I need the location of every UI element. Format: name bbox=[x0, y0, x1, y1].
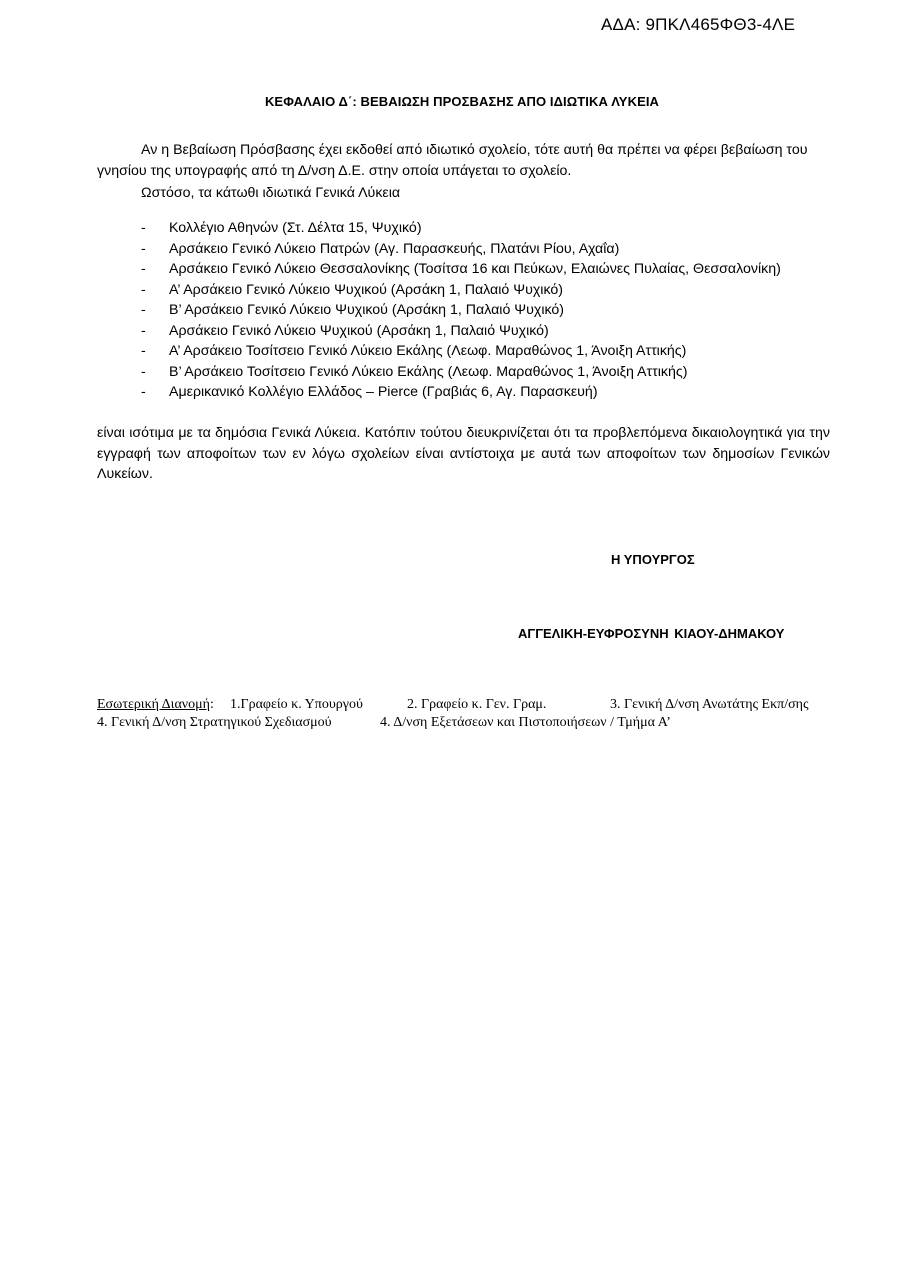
list-item bbox=[97, 300, 830, 321]
distribution-item: 1.Γραφείο κ. Υπουργού bbox=[230, 697, 363, 712]
school-name: Β’ Αρσάκειο Γενικό Λύκειο Ψυχικού (Αρσάκη 1, Παλαιό Ψυχικό) bbox=[169, 302, 565, 318]
internal-distribution bbox=[97, 696, 830, 732]
list-item bbox=[97, 218, 830, 239]
school-name: Β’ Αρσάκειο Τοσίτσειο Γενικό Λύκειο Εκάλης (Λεωφ. Μαραθώνος 1, Άνοιξη Αττικής) bbox=[169, 363, 688, 380]
school-name: Αρσάκειο Γενικό Λύκειο Πατρών (Αγ. Παρασκευής, Πλατάνι Ρίου, Αχαΐα) bbox=[169, 240, 620, 257]
paragraph-signature-requirement: Αν η Βεβαίωση Πρόσβασης έχει εκδοθεί από ιδιωτικό σχολείο, τότε αυτή θα πρέπει να φέρει βεβαίωση του γνησίου της υπογραφής από τη Δ/νση Δ.Ε. στην οποία υπάγεται το σχολείο. bbox=[97, 142, 808, 179]
distribution-item: 3. Γενική Δ/νση Ανωτάτης Εκπ/σης bbox=[610, 697, 809, 712]
paragraph-equivalence: είναι ισότιμα με τα δημόσια Γενικά Λύκεια. Κατόπιν τούτου διευκρινίζεται ότι τα προβλεπόμενα δικαιολογητικά για την εγγραφή των αποφοίτων των εν λόγω σχολείων είναι αντίστοιχα με αυτά των αποφοίτων των δημοσίων Γενικών Λυκείων. bbox=[97, 425, 830, 482]
list-dash: - bbox=[141, 220, 146, 236]
school-name: Αρσάκειο Γενικό Λύκειο Ψυχικού (Αρσάκη 1, Παλαιό Ψυχικό) bbox=[169, 322, 549, 339]
list-item bbox=[97, 239, 830, 260]
list-item bbox=[97, 382, 830, 403]
paragraph-list-intro: Ωστόσο, τα κάτωθι ιδιωτικά Γενικά Λύκεια bbox=[141, 185, 401, 201]
school-name: Αμερικανικό Κολλέγιο Ελλάδος – Pierce (Γραβιάς 6, Αγ. Παρασκευή) bbox=[169, 384, 598, 400]
distribution-label: Εσωτερική Διανομή bbox=[97, 697, 210, 712]
list-item bbox=[97, 321, 830, 342]
minister-name: ΑΓΓΕΛΙΚΗ-ΕΥΦΡΟΣΥΝΗ ΚΙΑΟΥ-ΔΗΜΑΚΟΥ bbox=[518, 626, 785, 641]
private-schools-list bbox=[97, 218, 830, 403]
list-item bbox=[97, 341, 830, 362]
list-dash: - bbox=[141, 302, 146, 318]
distribution-item: 4. Δ/νση Εξετάσεων και Πιστοποιήσεων / Τμήμα Α’ bbox=[380, 715, 671, 730]
list-dash: - bbox=[141, 240, 146, 257]
list-item bbox=[97, 280, 830, 301]
distribution-row-1 bbox=[97, 696, 830, 714]
school-name: Α’ Αρσάκειο Τοσίτσειο Γενικό Λύκειο Εκάλης (Λεωφ. Μαραθώνος 1, Άνοιξη Αττικής) bbox=[169, 343, 687, 359]
list-dash: - bbox=[141, 384, 146, 400]
distribution-item: 4. Γενική Δ/νση Στρατηγικού Σχεδιασμού bbox=[97, 715, 332, 730]
list-dash: - bbox=[141, 261, 146, 277]
list-item bbox=[97, 362, 830, 383]
school-name: Κολλέγιο Αθηνών (Στ. Δέλτα 15, Ψυχικό) bbox=[169, 220, 422, 236]
list-dash: - bbox=[141, 343, 146, 359]
chapter-title: ΚΕΦΑΛΑΙΟ Δ΄: ΒΕΒΑΙΩΣΗ ΠΡΟΣΒΑΣΗΣ ΑΠΟ ΙΔΙΩΤΙΚΑ ΛΥΚΕΙΑ bbox=[264, 94, 660, 109]
list-dash: - bbox=[141, 322, 146, 339]
ada-code: ΑΔΑ: 9ΠΚΛ465ΦΘ3-4ΛΕ bbox=[601, 15, 796, 34]
distribution-item: 2. Γραφείο κ. Γεν. Γραμ. bbox=[407, 697, 547, 712]
list-dash: - bbox=[141, 363, 146, 380]
school-name: Α’ Αρσάκειο Γενικό Λύκειο Ψυχικού (Αρσάκη 1, Παλαιό Ψυχικό) bbox=[169, 281, 563, 298]
list-item bbox=[97, 259, 830, 280]
minister-title: Η ΥΠΟΥΡΓΟΣ bbox=[611, 552, 695, 567]
distribution-colon: : bbox=[209, 697, 214, 712]
distribution-row-2 bbox=[97, 714, 830, 732]
list-dash: - bbox=[141, 281, 146, 298]
school-name: Αρσάκειο Γενικό Λύκειο Θεσσαλονίκης (Τοσίτσα 16 και Πεύκων, Ελαιώνες Πυλαίας, Θεσσαλονίκη) bbox=[169, 261, 781, 277]
